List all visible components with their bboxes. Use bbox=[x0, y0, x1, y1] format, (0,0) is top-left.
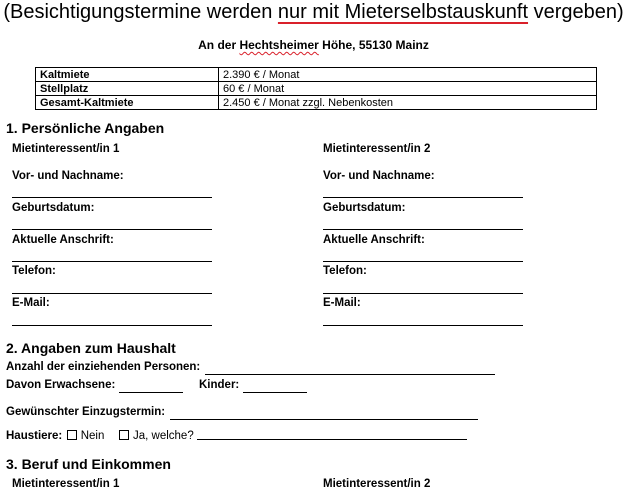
applicant1-address-label: Aktuelle Anschrift: bbox=[12, 234, 114, 246]
applicant2-email-field[interactable] bbox=[323, 325, 523, 326]
viewing-notice-prefix: (Besichtigungstermine werden bbox=[3, 1, 278, 23]
children-field[interactable] bbox=[243, 392, 307, 393]
pets-label: Haustiere: bbox=[6, 430, 63, 442]
pets-which-field[interactable] bbox=[197, 439, 467, 440]
applicant2-phone-label: Telefon: bbox=[323, 265, 367, 277]
section-household-title: 2. Angaben zum Haushalt bbox=[6, 340, 176, 356]
rent-row bbox=[36, 68, 597, 82]
applicant1-name-field[interactable] bbox=[12, 197, 212, 198]
adults-field[interactable] bbox=[119, 392, 183, 393]
applicant2-phone-field[interactable] bbox=[323, 293, 523, 294]
address-pre: An der bbox=[198, 38, 240, 52]
rent-table bbox=[35, 67, 597, 110]
rent-value: 2.450 € / Monat zzgl. Nebenkosten bbox=[219, 96, 597, 110]
applicant2-address-label: Aktuelle Anschrift: bbox=[323, 234, 425, 246]
rent-label: Kaltmiete bbox=[36, 68, 219, 82]
rent-label: Gesamt-Kaltmiete bbox=[36, 96, 219, 110]
pets-row bbox=[6, 426, 104, 444]
applicant2-name-label: Vor- und Nachname: bbox=[323, 170, 435, 182]
applicant2-birthdate-field[interactable] bbox=[323, 229, 523, 230]
applicant2-name-field[interactable] bbox=[323, 197, 523, 198]
pets-yes-label: Ja, welche? bbox=[133, 430, 194, 442]
pets-no-checkbox[interactable] bbox=[67, 430, 77, 440]
applicant2-title: Mietinteressent/in 2 bbox=[323, 143, 431, 155]
move-in-label: Gewünschter Einzugstermin: bbox=[6, 406, 166, 418]
viewing-notice bbox=[0, 1, 627, 24]
section-income-title: 3. Beruf und Einkommen bbox=[6, 456, 171, 472]
income-applicant1-title: Mietinteressent/in 1 bbox=[12, 478, 120, 490]
applicant2-address-field[interactable] bbox=[323, 261, 523, 262]
applicant1-phone-label: Telefon: bbox=[12, 265, 56, 277]
income-applicant2-title: Mietinteressent/in 2 bbox=[323, 478, 431, 490]
persons-field[interactable] bbox=[205, 374, 495, 375]
applicant1-name-label: Vor- und Nachname: bbox=[12, 170, 124, 182]
applicant1-email-label: E-Mail: bbox=[12, 297, 50, 309]
viewing-notice-suffix: vergeben) bbox=[528, 1, 624, 23]
section-personal-title: 1. Persönliche Angaben bbox=[6, 120, 165, 136]
rent-label: Stellplatz bbox=[36, 82, 219, 96]
pets-no-label: Nein bbox=[80, 430, 105, 442]
viewing-notice-emphasis: nur mit Mieterselbstauskunft bbox=[277, 1, 529, 23]
adults-label: Davon Erwachsene: bbox=[6, 379, 116, 391]
applicant2-email-label: E-Mail: bbox=[323, 297, 361, 309]
rent-value: 60 € / Monat bbox=[219, 82, 597, 96]
applicant1-birthdate-field[interactable] bbox=[12, 229, 212, 230]
rent-value: 2.390 € / Monat bbox=[219, 68, 597, 82]
address-street-word: Hechtsheimer bbox=[239, 38, 319, 52]
property-address bbox=[0, 38, 627, 52]
applicant1-birthdate-label: Geburtsdatum: bbox=[12, 202, 95, 214]
applicant1-address-field[interactable] bbox=[12, 261, 212, 262]
applicant1-email-field[interactable] bbox=[12, 325, 212, 326]
children-label: Kinder: bbox=[199, 379, 240, 391]
address-post: Höhe, 55130 Mainz bbox=[318, 38, 429, 52]
pets-yes-option bbox=[119, 426, 194, 444]
applicant1-title: Mietinteressent/in 1 bbox=[12, 143, 120, 155]
applicant1-phone-field[interactable] bbox=[12, 293, 212, 294]
rent-row bbox=[36, 82, 597, 96]
rent-row bbox=[36, 96, 597, 110]
persons-label: Anzahl der einziehenden Personen: bbox=[6, 361, 201, 373]
pets-yes-checkbox[interactable] bbox=[119, 430, 129, 440]
applicant2-birthdate-label: Geburtsdatum: bbox=[323, 202, 406, 214]
move-in-field[interactable] bbox=[170, 419, 478, 420]
